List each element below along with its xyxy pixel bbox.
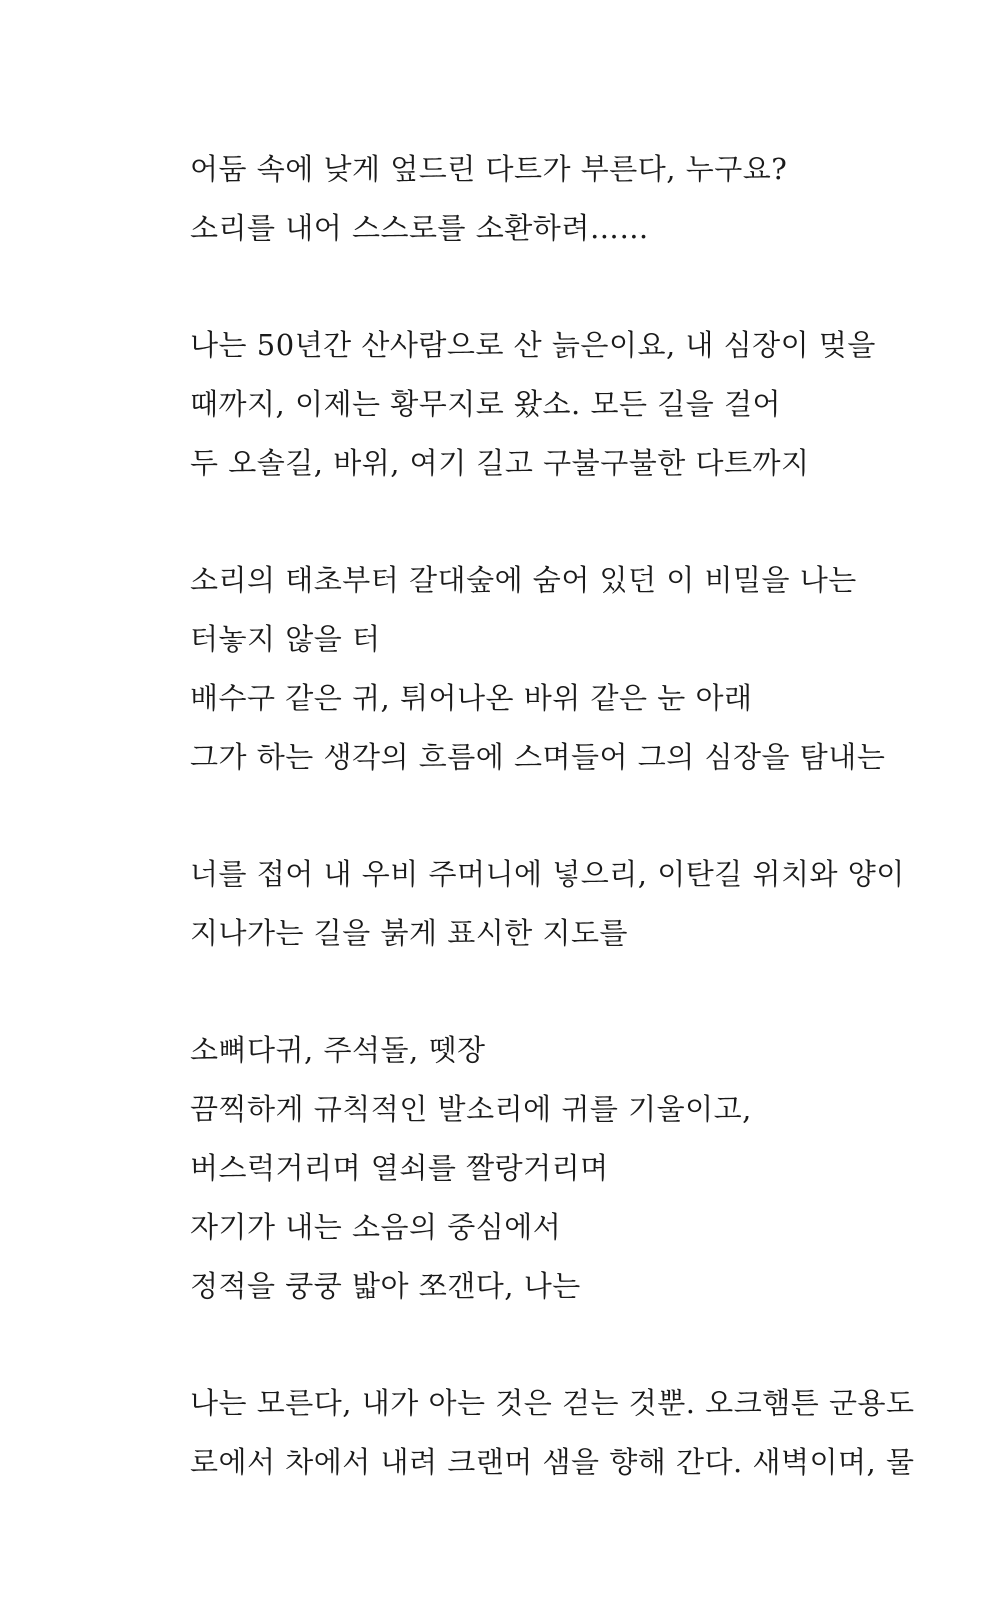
stanza-2 xyxy=(190,316,970,493)
stanza-4 xyxy=(190,845,970,963)
stanza-3 xyxy=(190,551,970,787)
poem-line: 소뼈다귀, 주석돌, 뗏장 xyxy=(190,1033,486,1067)
poem-line: 정적을 쿵쿵 밟아 쪼갠다, 나는 xyxy=(190,1269,581,1303)
poem-line: 버스럭거리며 열쇠를 짤랑거리며 xyxy=(190,1151,609,1185)
poem-line: 때까지, 이제는 황무지로 왔소. 모든 길을 걸어 xyxy=(190,387,781,421)
poem-line: 배수구 같은 귀, 튀어나온 바위 같은 눈 아래 xyxy=(190,681,753,715)
poem-line: 자기가 내는 소음의 중심에서 xyxy=(190,1210,562,1244)
stanza-6 xyxy=(190,1374,970,1492)
poem-line: 터놓지 않을 터 xyxy=(190,622,381,656)
poem-line: 두 오솔길, 바위, 여기 길고 구불구불한 다트까지 xyxy=(190,446,810,480)
poem-text xyxy=(190,140,970,1550)
poem-line: 어둠 속에 낮게 엎드린 다트가 부른다, 누구요? xyxy=(190,152,788,186)
poem-line: 끔찍하게 규칙적인 발소리에 귀를 기울이고, xyxy=(190,1092,752,1126)
stanza-5 xyxy=(190,1021,970,1316)
poem-line: 나는 모른다, 내가 아는 것은 걷는 것뿐. 오크햄튼 군용도 xyxy=(190,1386,915,1420)
poem-line: 소리를 내어 스스로를 소환하려…… xyxy=(190,211,649,245)
poem-line: 로에서 차에서 내려 크랜머 샘을 향해 간다. 새벽이며, 물 xyxy=(190,1445,915,1479)
poem-line: 나는 50년간 산사람으로 산 늙은이요, 내 심장이 멎을 xyxy=(190,328,876,362)
poem-line: 소리의 태초부터 갈대숲에 숨어 있던 이 비밀을 나는 xyxy=(190,563,857,597)
poem-line: 그가 하는 생각의 흐름에 스며들어 그의 심장을 탐내는 xyxy=(190,740,886,774)
poem-line: 지나가는 길을 붉게 표시한 지도를 xyxy=(190,916,629,950)
stanza-1 xyxy=(190,140,970,258)
poem-line: 너를 접어 내 우비 주머니에 넣으리, 이탄길 위치와 양이 xyxy=(190,857,905,891)
